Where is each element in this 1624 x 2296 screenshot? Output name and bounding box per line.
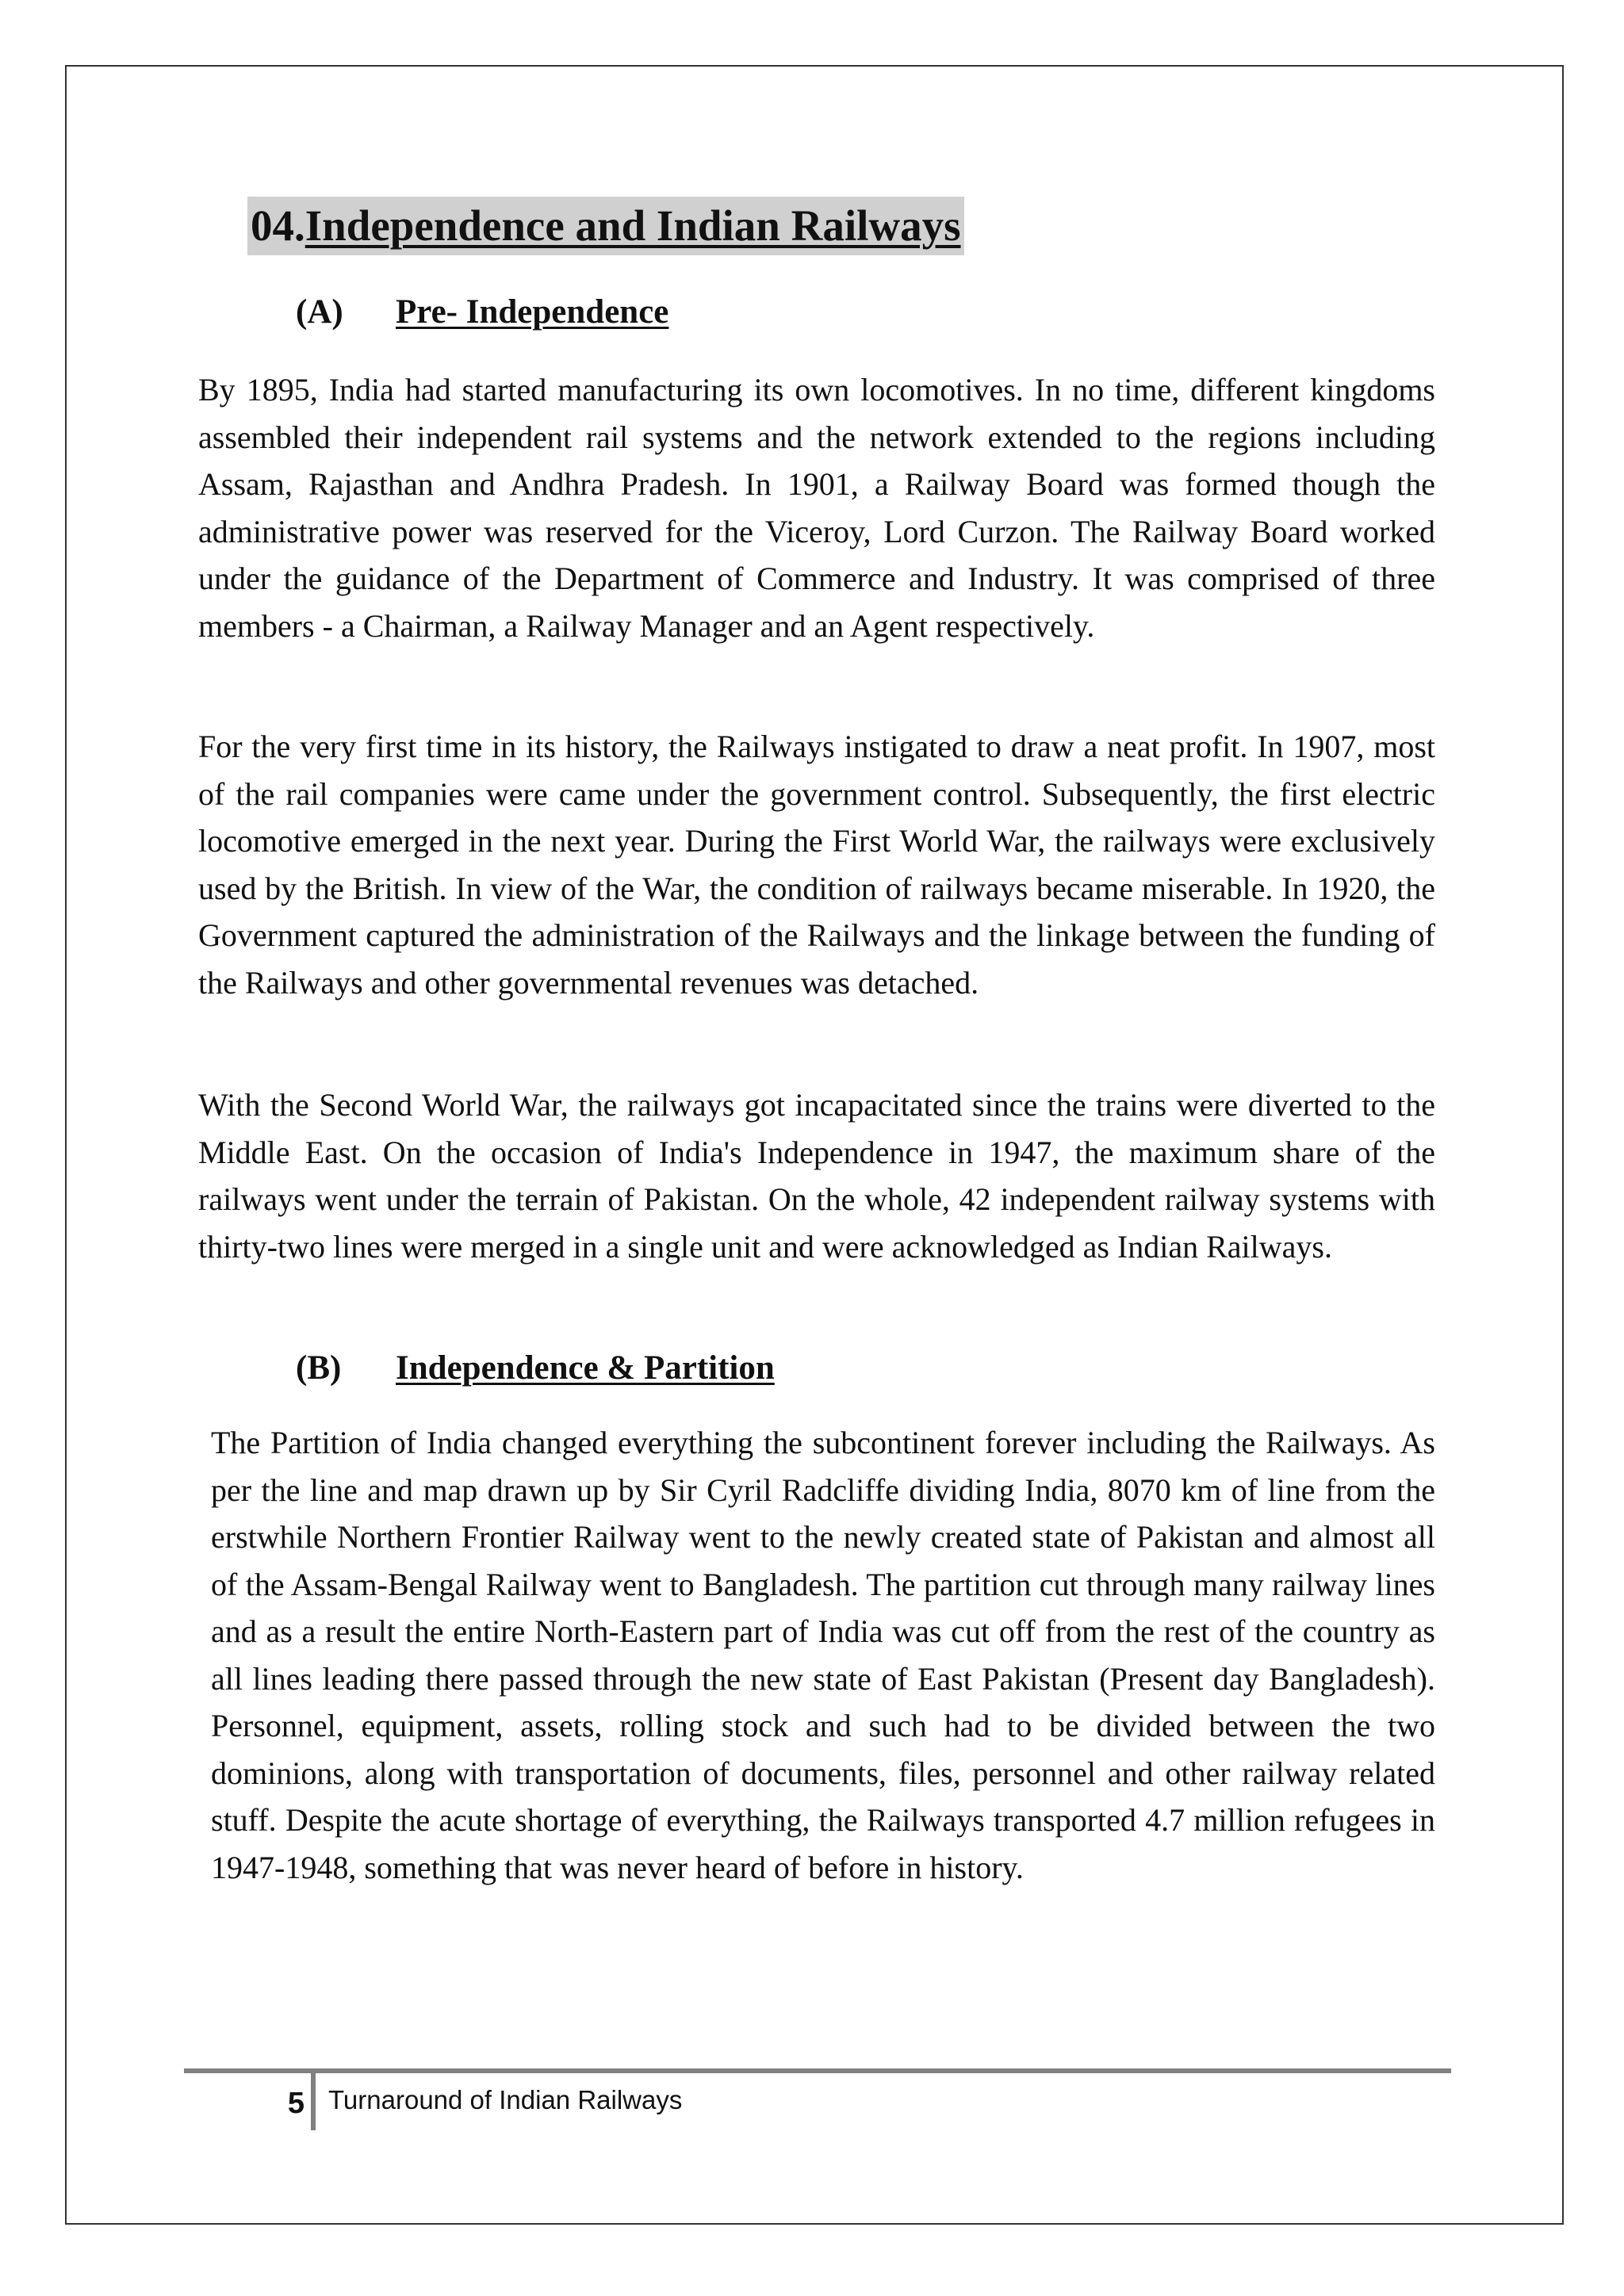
paragraph: For the very first time in its history, the Railways instigated to draw a neat profit. In 1907, most of the rail companies were came under the government control. Subsequently, the first electric locomotive emerged in the next year. During the First World War, the railways were exclusively used by the British. In view of the War, the condition of railways became miserable. In 1920, the Government captured the administration of the Railways and the linkage between the funding of the Railways and other governmental revenues was detached. (198, 729, 1435, 1001)
chapter-heading (247, 197, 964, 255)
footer-separator (311, 2068, 316, 2130)
paragraph: By 1895, India had started manufacturing its own locomotives. In no time, different kingdoms assembled their independent rail systems and the network extended to the regions including Assam, Rajasthan and Andhra Pradesh. In 1901, a Railway Board was formed though the administrative power was reserved for the Viceroy, Lord Curzon. The Railway Board worked under the guidance of the Department of Commerce and Industry. It was comprised of three members - a Chairman, a Railway Manager and an Agent respectively. (198, 372, 1435, 644)
chapter-title: Independence and Indian Railways (304, 201, 961, 250)
page-number: 5 (287, 2087, 304, 2120)
chapter-number: 04. (251, 201, 305, 250)
section-letter: (A) (296, 293, 343, 331)
section-heading-independence-partition (296, 1345, 930, 1392)
section-letter: (B) (296, 1349, 342, 1387)
paragraph: The Partition of India changed everything the subcontinent forever including the Railways. As per the line and map drawn up by Sir Cyril Radcliffe dividing India, 8070 km of line from the erstwhile Northern Frontier Railway went to the newly created state of Pakistan and almost all of the Assam-Bengal Railway went to Bangladesh. The partition cut through many railway lines and as a result the entire North-Eastern part of India was cut off from the rest of the country as all lines leading there passed through the new state of East Pakistan (Present day Bangladesh). Personnel, equipment, assets, rolling stock and such had to be divided between the two dominions, along with transportation of documents, files, personnel and other railway related stuff. Despite the acute shortage of everything, the Railways transported 4.7 million refugees in 1947-1948, something that was never heard of before in history. (211, 1425, 1435, 1885)
section-title: Independence & Partition (396, 1349, 775, 1387)
section-heading-pre-independence (296, 289, 930, 336)
footer-document-title: Turnaround of Indian Railways (328, 2085, 683, 2114)
footer-rule (184, 2068, 1451, 2073)
paragraph: With the Second World War, the railways got incapacitated since the trains were diverted to the Middle East. On the occasion of India's Independence in 1947, the maximum share of the railways went under the terrain of Pakistan. On the whole, 42 independent railway systems with thirty-two lines were merged in a single unit and were acknowledged as Indian Railways. (198, 1087, 1435, 1265)
section-title: Pre- Independence (396, 293, 669, 331)
